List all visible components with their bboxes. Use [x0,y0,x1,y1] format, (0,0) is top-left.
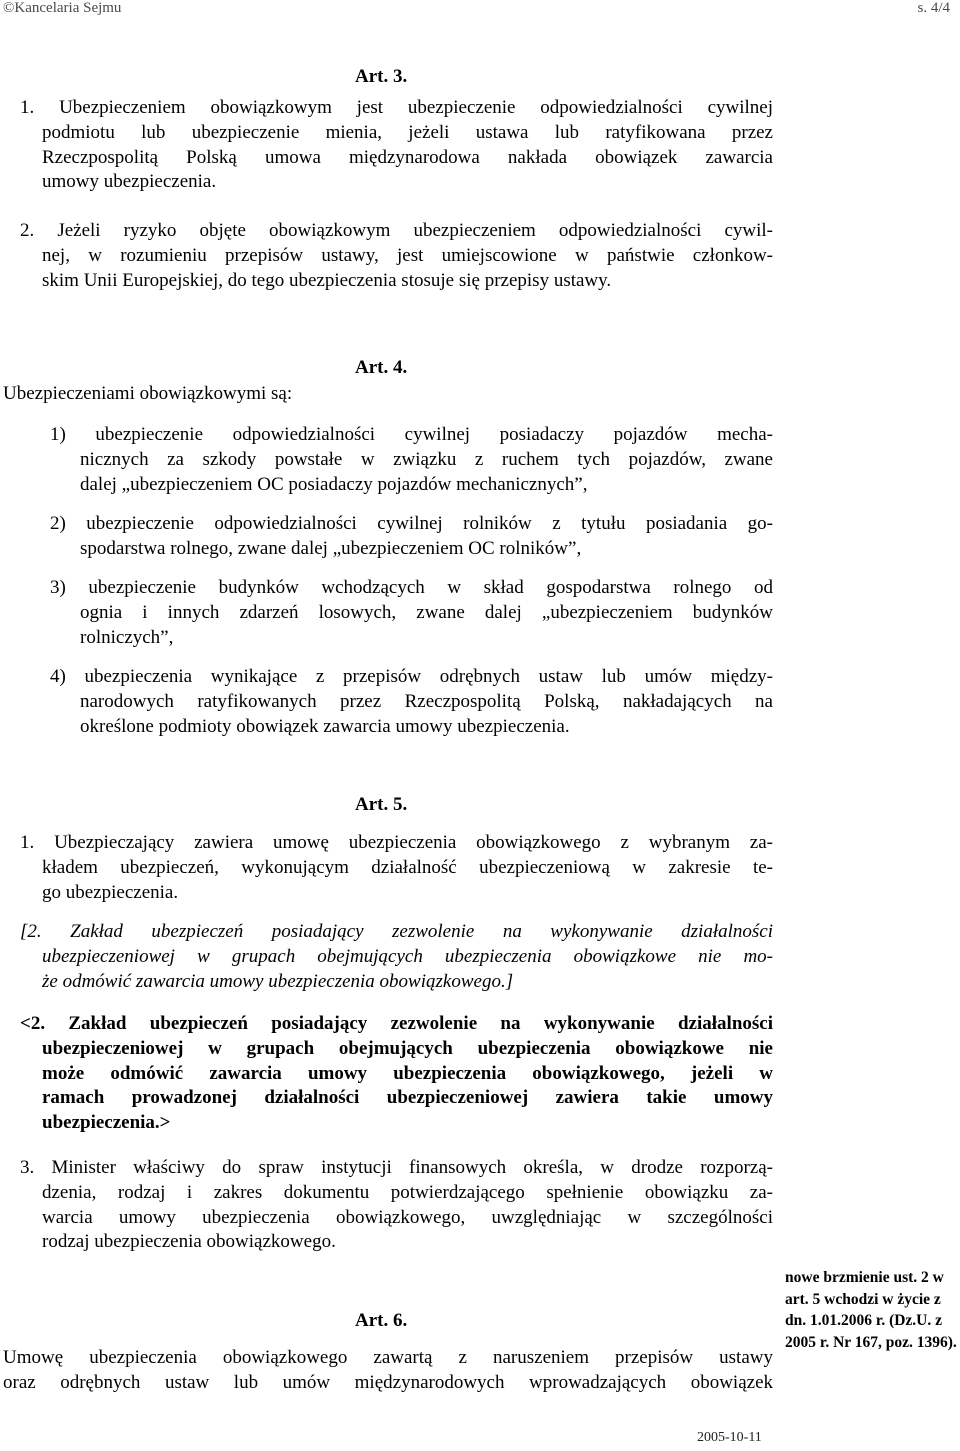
text-line: Rzeczpospolitą Polską umowa międzynarodowa nakłada obowiązek zawarcia [42,146,773,168]
text-line: 2. Jeżeli ryzyko objęte obowiązkowym ubezpieczeniem odpowiedzialności cywil- [20,220,773,241]
text-line: skim Unii Europejskiej, do tego ubezpieczenia stosuje się przepisy ustawy. [42,269,612,291]
art-4-title: Art. 4. [355,357,408,378]
art-4-item-4 [50,665,773,739]
text-line: podmiotu lub ubezpieczenie mienia, jeżeli ustawa lub ratyfikowana przez [42,121,773,143]
text-line: ognia i innych zdarzeń losowych, zwane dalej „ubezpieczeniem budynków [80,601,773,623]
text-line: oraz odrębnych ustaw lub umów międzynarodowych wprowadzających obowiązek [3,1371,773,1393]
art-5-paragraph-2-old [20,920,773,994]
art-5-paragraph-1 [20,831,773,905]
text-line: 3) ubezpieczenie budynków wchodzących w skład gospodarstwa rolnego od [50,577,773,598]
art-4-item-3 [50,576,773,650]
text-line: umowy ubezpieczenia. [42,171,217,193]
text-line: 4) ubezpieczenia wynikające z przepisów odrębnych ustaw lub umów między- [50,666,773,687]
text-line: spodarstwa rolnego, zwane dalej „ubezpieczeniem OC rolników”, [80,537,582,559]
text-line: kładem ubezpieczeń, wykonującym działalność ubezpieczeniową w zakresie te- [42,856,773,878]
text-line: dzenia, rodzaj i zakres dokumentu potwierdzającego spełnienie obowiązku za- [42,1181,773,1203]
text-line: rolniczych”, [80,626,174,648]
text-line: ubezpieczenia.> [42,1112,171,1134]
text-line: że odmówić zawarcia umowy ubezpieczenia obowiązkowego.] [42,970,514,992]
art-6-title: Art. 6. [355,1310,408,1331]
header-copyright: ©Kancelaria Sejmu [3,0,122,16]
footer-date: 2005-10-11 [697,1430,762,1445]
text-line: go ubezpieczenia. [42,881,179,903]
text-line: 1) ubezpieczenie odpowiedzialności cywilnej posiadaczy pojazdów mecha- [50,424,773,445]
text-line: narodowych ratyfikowanych przez Rzeczpospolitą Polską, nakładających na [80,690,773,712]
text-line: 1. Ubezpieczeniem obowiązkowym jest ubezpieczenie odpowiedzialności cywilnej [20,97,773,118]
art-3-paragraph-1 [20,96,773,195]
text-line: rodzaj ubezpieczenia obowiązkowego. [42,1231,336,1253]
art-5-paragraph-2-new [20,1012,773,1136]
text-line: ubezpieczeniowej w grupach obejmujących ubezpieczenia obowiązkowe nie [42,1037,773,1059]
art-3-title: Art. 3. [355,66,408,87]
header-page-number: s. 4/4 [917,0,950,16]
text-line: nej, w rozumieniu przepisów ustawy, jest umiejscowione w państwie członkow- [42,244,773,266]
text-line: ubezpieczeniowej w grupach obejmujących ubezpieczenia obowiązkowe nie mo- [42,945,773,967]
text-line: określone podmioty obowiązek zawarcia umowy ubezpieczenia. [80,715,570,737]
margin-note: nowe brzmienie ust. 2 w art. 5 wchodzi w życie z dn. 1.01.2006 r. (Dz.U. z 2005 r. Nr 167, poz. 1396). [785,1269,957,1351]
text-line: warcia umowy ubezpieczenia obowiązkowego, uwzględniając w szczególności [42,1206,773,1228]
text-line: nicznych za szkody powstałe w związku z ruchem tych pojazdów, zwane [80,448,773,470]
art-5-title: Art. 5. [355,794,408,815]
text-line: <2. Zakład ubezpieczeń posiadający zezwolenie na wykonywanie działalności [20,1013,773,1034]
art-4-intro: Ubezpieczeniami obowiązkowymi są: [3,383,293,404]
text-line: ramach prowadzonej działalności ubezpieczeniowej zawiera takie umowy [42,1087,773,1109]
text-line: może odmówić zawarcia umowy ubezpieczenia obowiązkowego, jeżeli w [42,1062,773,1084]
art-5-paragraph-3 [20,1156,773,1255]
art-6-paragraph-1 [3,1346,773,1396]
text-line: dalej „ubezpieczeniem OC posiadaczy pojazdów mechanicznych”, [80,473,588,495]
text-line: 3. Minister właściwy do spraw instytucji finansowych określa, w drodze rozporzą- [20,1157,773,1178]
text-line: 1. Ubezpieczający zawiera umowę ubezpieczenia obowiązkowego z wybranym za- [20,832,773,853]
art-4-item-1 [50,423,773,497]
text-line: 2) ubezpieczenie odpowiedzialności cywilnej rolników z tytułu posiadania go- [50,513,773,534]
art-4-item-2 [50,512,773,562]
art-3-paragraph-2 [20,219,773,293]
text-line: Umowę ubezpieczenia obowiązkowego zawartą z naruszeniem przepisów ustawy [3,1347,773,1368]
text-line: [2. Zakład ubezpieczeń posiadający zezwolenie na wykonywanie działalności [20,921,773,942]
